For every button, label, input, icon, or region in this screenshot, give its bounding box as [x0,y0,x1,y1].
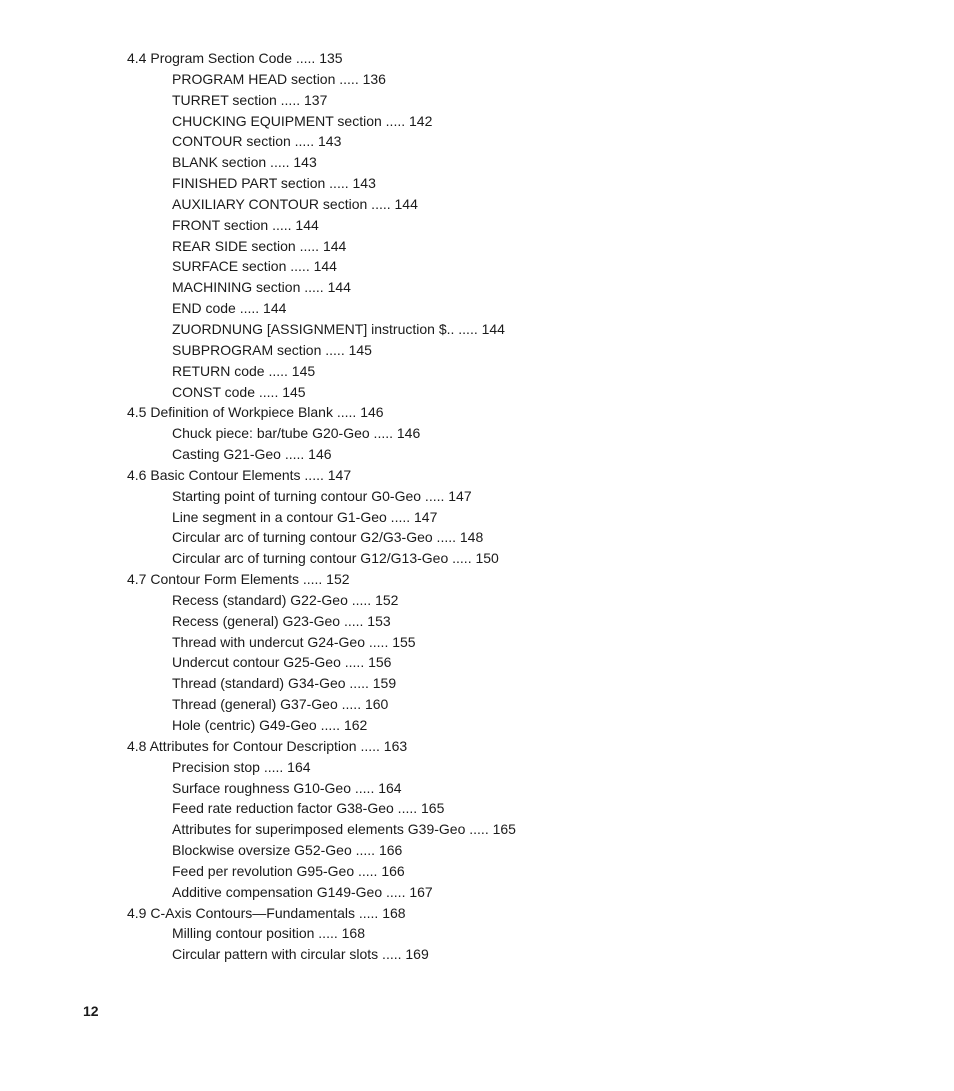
toc-subsection-entry: FRONT section ..... 144 [172,216,319,233]
toc-section-entry: 4.4 Program Section Code ..... 135 [127,50,343,66]
toc-subsection-entry: Undercut contour G25-Geo ..... 156 [172,654,392,671]
toc-subsection-entry: Attributes for superimposed elements G39-Geo ..... 165 [172,821,516,838]
toc-subsection-entry: CHUCKING EQUIPMENT section ..... 142 [172,112,433,129]
toc-subsection-entry: ZUORDNUNG [ASSIGNMENT] instruction $.. ..... 144 [172,320,505,337]
toc-subsection-entry: REAR SIDE section ..... 144 [172,237,347,254]
toc-subsection-entry: Circular arc of turning contour G2/G3-Geo ..... 148 [172,529,484,546]
toc-subsection-entry: Circular pattern with circular slots ..... 169 [172,946,429,963]
toc-subsection-entry: Milling contour position ..... 168 [172,925,365,942]
toc-subsection-entry: Circular arc of turning contour G12/G13-Geo ..... 150 [172,550,499,567]
toc-subsection-entry: MACHINING section ..... 144 [172,279,351,296]
toc-subsection-entry: Line segment in a contour G1-Geo ..... 147 [172,508,438,525]
toc-section-entry: 4.5 Definition of Workpiece Blank ..... 146 [127,404,384,421]
toc-subsection-entry: Precision stop ..... 164 [172,758,311,775]
toc-subsection-entry: TURRET section ..... 137 [172,91,328,108]
toc-subsection-entry: Recess (general) G23-Geo ..... 153 [172,612,391,629]
toc-section-entry: 4.9 C-Axis Contours—Fundamentals ..... 168 [127,904,406,921]
toc-section-entry: 4.6 Basic Contour Elements ..... 147 [127,466,352,483]
toc-subsection-entry: Hole (centric) G49-Geo ..... 162 [172,717,368,733]
toc-subsection-entry: CONTOUR section ..... 143 [172,133,342,150]
toc-subsection-entry: Feed rate reduction factor G38-Geo ..... 165 [172,800,445,817]
toc-subsection-entry: BLANK section ..... 143 [172,154,317,171]
toc-subsection-entry: FINISHED PART section ..... 143 [172,175,376,192]
toc-subsection-entry: Starting point of turning contour G0-Geo ..... 147 [172,487,472,504]
toc-subsection-entry: SUBPROGRAM section ..... 145 [172,341,372,358]
toc-subsection-entry: RETURN code ..... 145 [172,362,316,379]
toc-subsection-entry: SURFACE section ..... 144 [172,258,337,275]
toc-subsection-entry: Feed per revolution G95-Geo ..... 166 [172,862,405,879]
toc-subsection-entry: Thread (standard) G34-Geo ..... 159 [172,675,397,692]
toc-subsection-entry: Recess (standard) G22-Geo ..... 152 [172,591,399,608]
table-of-contents [127,48,516,965]
toc-subsection-entry: AUXILIARY CONTOUR section ..... 144 [172,195,418,212]
toc-subsection-entry: Casting G21-Geo ..... 146 [172,446,332,463]
toc-subsection-entry: PROGRAM HEAD section ..... 136 [172,70,386,87]
toc-subsection-entry: Additive compensation G149-Geo ..... 167 [172,883,433,900]
toc-subsection-entry: Surface roughness G10-Geo ..... 164 [172,779,402,796]
page-number: 12 [83,1003,99,1019]
toc-subsection-entry: END code ..... 144 [172,300,287,317]
toc-section-entry: 4.8 Attributes for Contour Description ..... 163 [127,737,408,754]
toc-subsection-entry: Thread with undercut G24-Geo ..... 155 [172,633,416,650]
toc-subsection-entry: Blockwise oversize G52-Geo ..... 166 [172,842,403,859]
toc-subsection-entry: Thread (general) G37-Geo ..... 160 [172,696,389,713]
toc-subsection-entry: CONST code ..... 145 [172,383,306,400]
toc-section-entry: 4.7 Contour Form Elements ..... 152 [127,571,350,588]
toc-subsection-entry: Chuck piece: bar/tube G20-Geo ..... 146 [172,425,421,442]
